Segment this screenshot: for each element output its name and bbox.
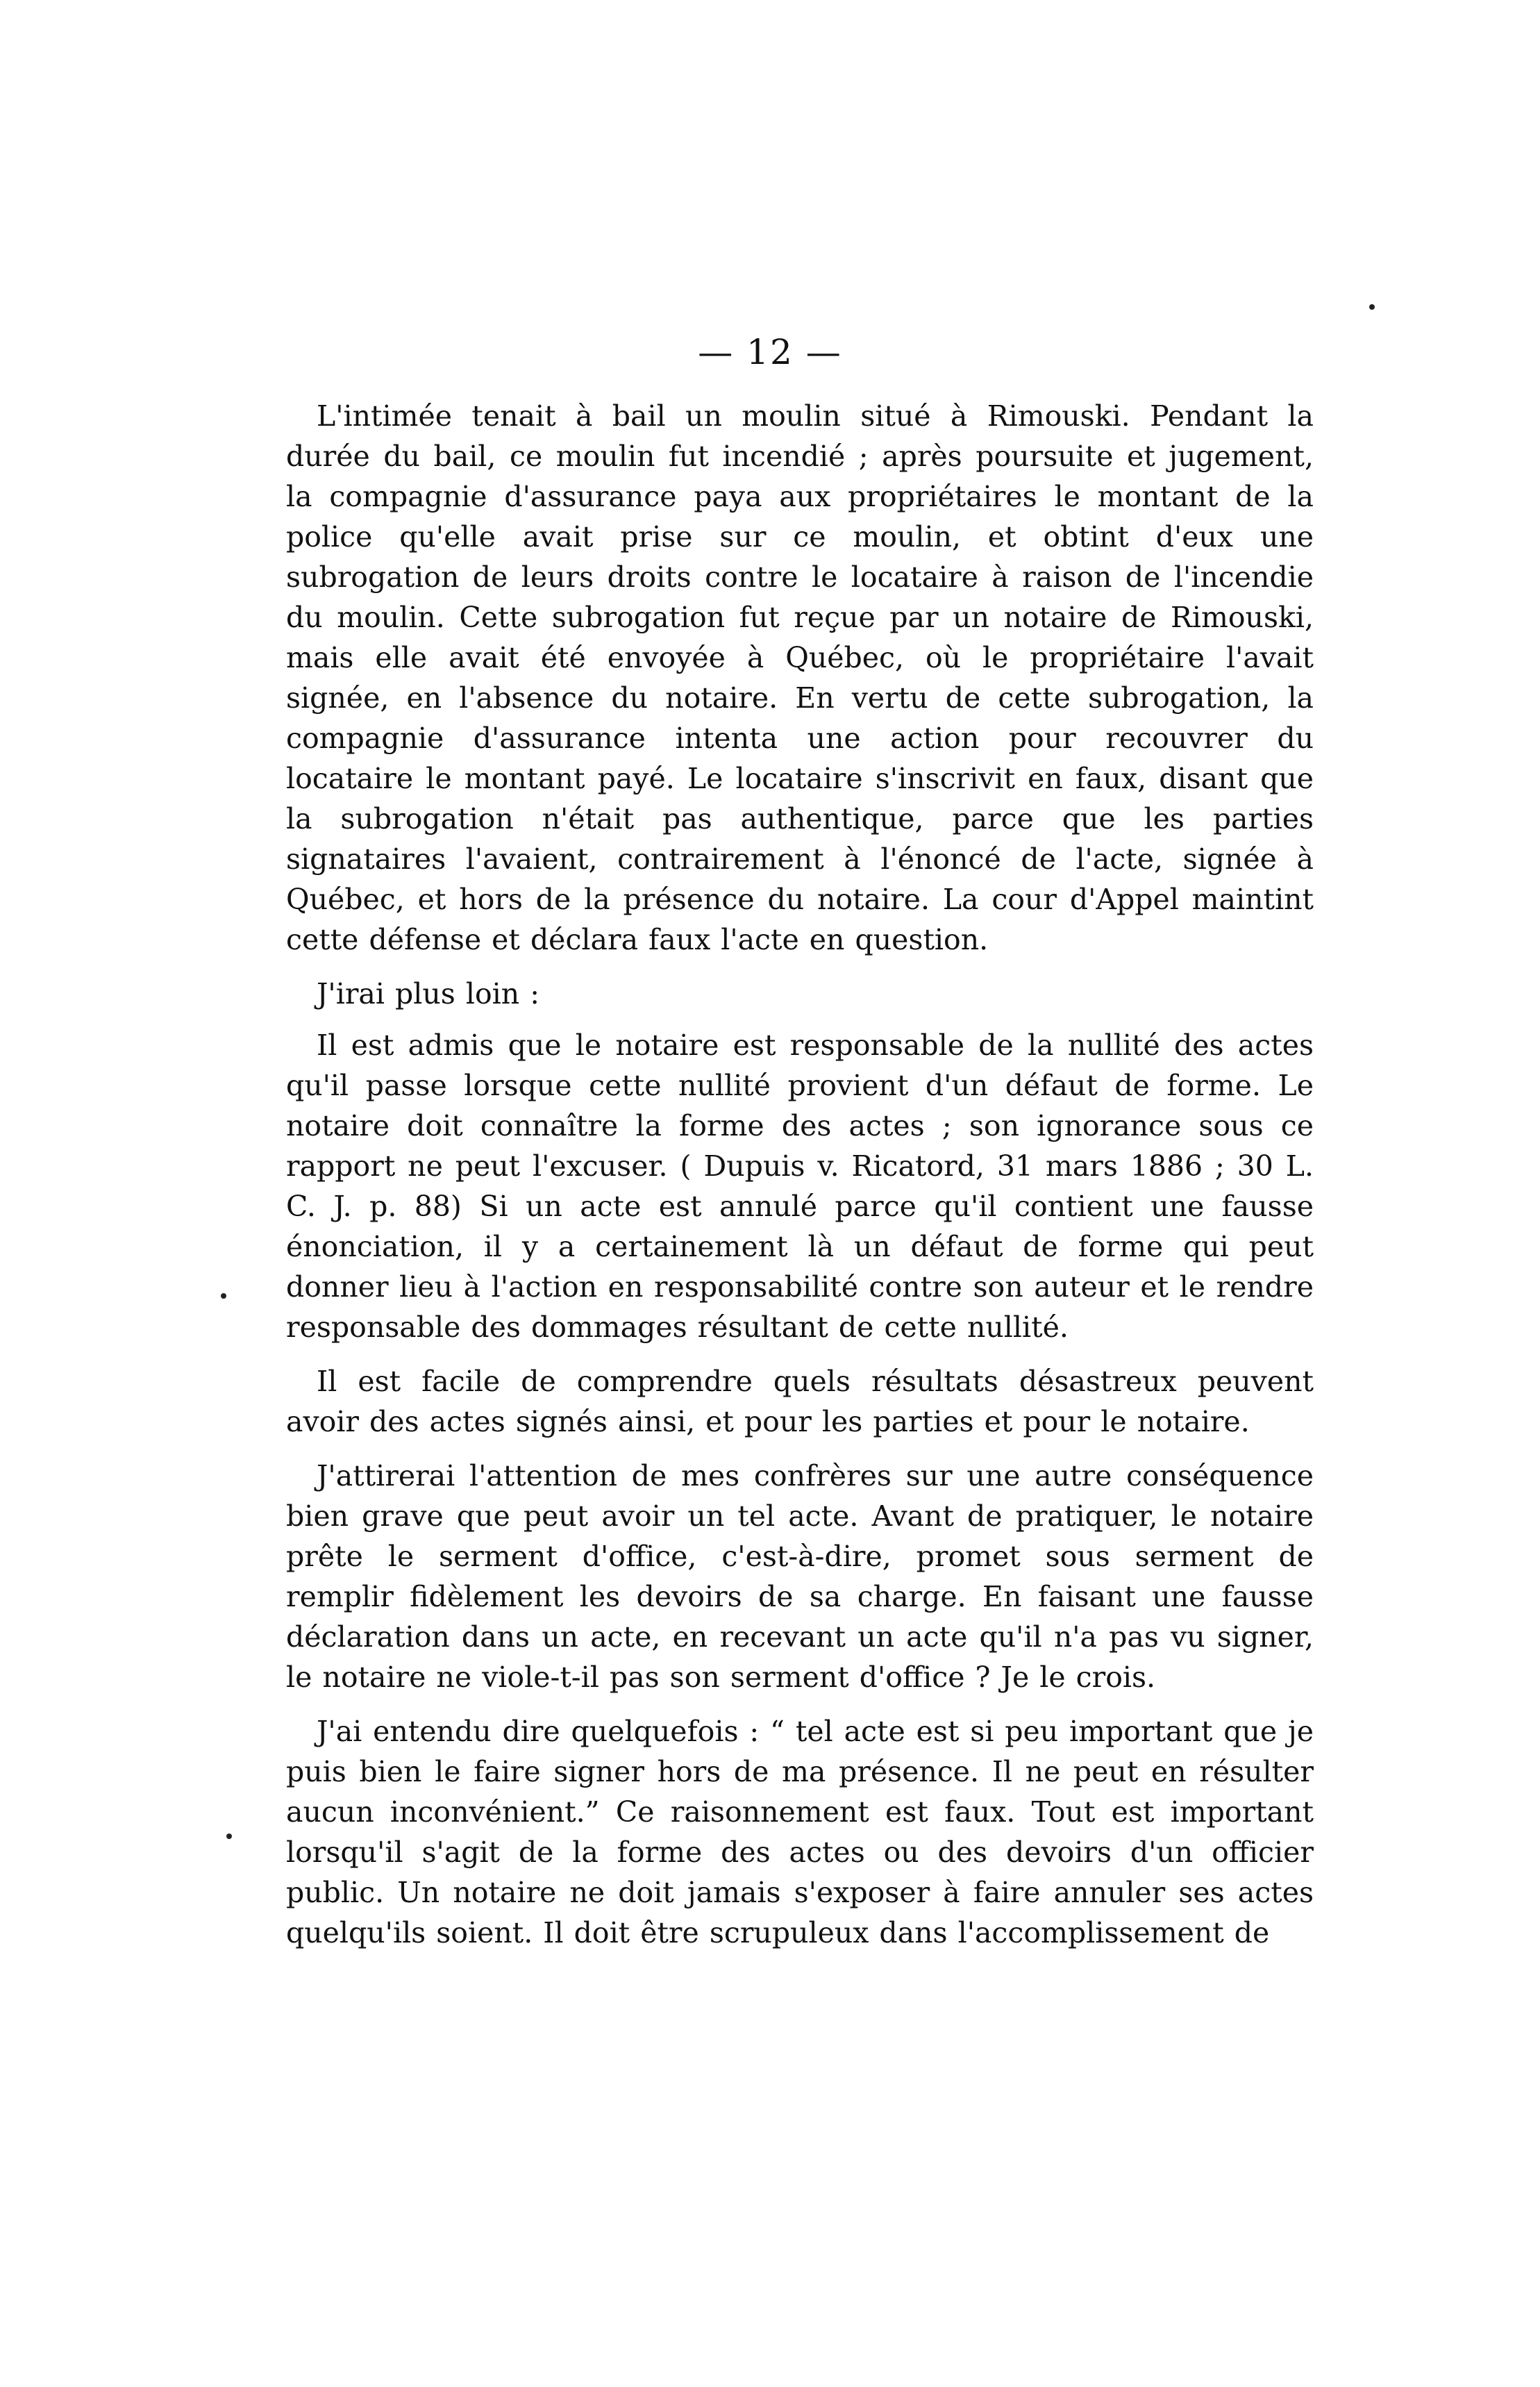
paragraph-transition: J'irai plus loin : [317, 977, 540, 1010]
paragraph-responsibility: Il est admis que le notaire est responsable de la nullité des actes qu'il passe lorsque cette nullité provient d'un défaut de forme. Le notaire doit connaître la forme des actes ; son ignorance sous ce rapport ne peut l'excuser. ( Dupuis v. Ricatord, 31 mars 1886 ; 30 L. C. J. p. 88) Si un acte est annulé parce qu'il contient une fausse énonciation, il y a certainement là un défaut de forme qui peut donner lieu à l'action en responsabilité contre son auteur et le rendre responsable des dommages résultant de cette nullité. [286, 1029, 1314, 1344]
page-number: — 12 — [698, 332, 842, 372]
stray-ink-mark [226, 1833, 232, 1839]
body-text [286, 396, 1314, 1967]
stray-ink-mark [221, 1293, 226, 1299]
stray-ink-mark [1369, 304, 1375, 310]
paragraph-consequences: Il est facile de comprendre quels résultats désastreux peuvent avoir des actes signés ainsi, et pour les parties et pour le notaire. [286, 1365, 1314, 1438]
paragraph-case-summary: L'intimée tenait à bail un moulin situé à Rimouski. Pendant la durée du bail, ce moulin fut incendié ; après poursuite et jugement, la compagnie d'assurance paya aux propriétaires le montant de la police qu'elle avait prise sur ce moulin, et obtint d'eux une subrogation de leurs droits contre le locataire à raison de l'incendie du moulin. Cette subrogation fut reçue par un notaire de Rimouski, mais elle avait été envoyée à Québec, où le propriétaire l'avait signée, en l'absence du notaire. En vertu de cette subrogation, la compagnie d'assurance intenta une action pour recouvrer du locataire le montant payé. Le locataire s'inscrivit en faux, disant que la subrogation n'était pas authentique, parce que les parties signataires l'avaient, contrairement à l'énoncé de l'acte, signée à Québec, et hors de la présence du notaire. La cour d'Appel maintint cette défense et déclara faux l'acte en question. [286, 399, 1314, 956]
paragraph-oath-of-office: J'attirerai l'attention de mes confrères sur une autre conséquence bien grave que peut avoir un tel acte. Avant de pratiquer, le notaire prête le serment d'office, c'est-à-dire, promet sous serment de remplir fidèlement les devoirs de sa charge. En faisant une fausse déclaration dans un acte, en recevant un acte qu'il n'a pas vu signer, le notaire ne viole-t-il pas son serment d'office ? Je le crois. [286, 1459, 1314, 1694]
paragraph-importance: J'ai entendu dire quelquefois : “ tel acte est si peu important que je puis bien le faire signer hors de ma présence. Il ne peut en résulter aucun inconvénient.” Ce raisonnement est faux. Tout est important lorsqu'il s'agit de la forme des actes ou des devoirs d'un officier public. Un notaire ne doit jamais s'exposer à faire annuler ses actes quelqu'ils soient. Il doit être scrupuleux dans l'accomplissement de [286, 1715, 1314, 1949]
